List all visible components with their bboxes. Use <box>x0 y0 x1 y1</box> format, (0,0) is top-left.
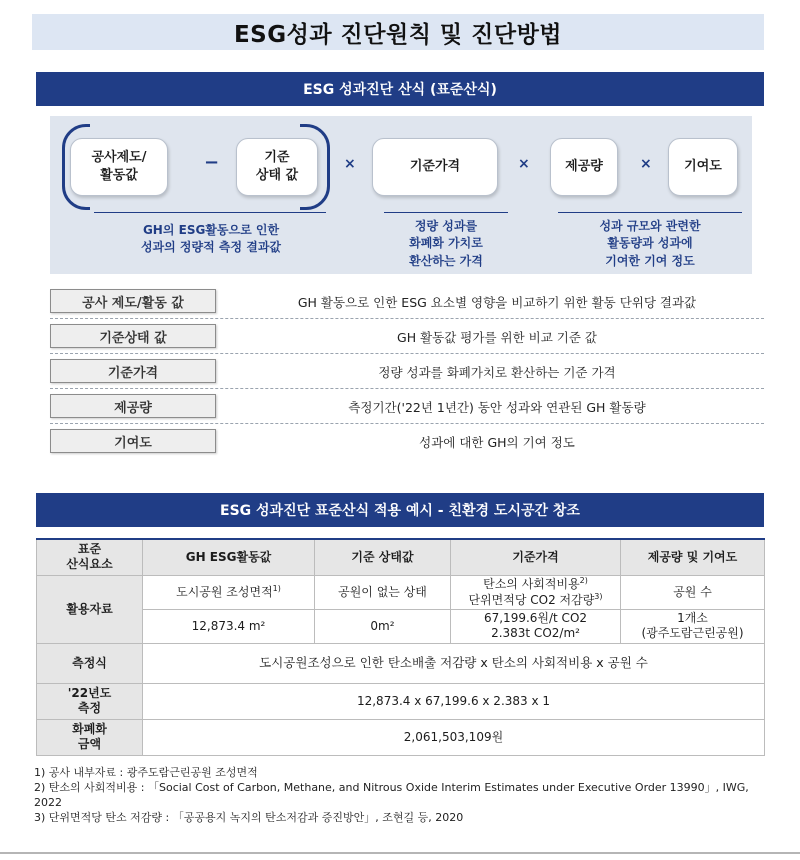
table-row <box>37 609 765 643</box>
table-cell: 도시공원 조성면적$^{1)}$ <box>143 575 315 609</box>
row-header: 측정식 <box>37 643 143 683</box>
example-table <box>36 538 765 756</box>
term-row <box>50 389 764 424</box>
contribution-box <box>668 138 738 196</box>
term-description: GH 활동으로 인한 ESG 요소별 영향을 비교하기 위한 활동 단위당 결과값 <box>297 295 697 310</box>
activity-description: GH의 ESG활동으로 인한 성과의 정량적 측정 결과값 <box>140 223 282 255</box>
term-label: 기여도 <box>50 429 216 453</box>
table-row <box>37 575 765 609</box>
term-label: 공사 제도/활동 값 <box>50 289 216 313</box>
table-header-row <box>37 539 765 575</box>
row-header: 활용자료 <box>37 575 143 643</box>
term-row <box>50 284 764 319</box>
table-cell: 67,199.6원/t CO2 2.383t CO2/m² <box>451 609 621 643</box>
example-section-header: ESG 성과진단 표준산식 적용 예시 - 친환경 도시공간 창조 <box>36 493 764 527</box>
base-price-box <box>372 138 498 196</box>
times-operator: × <box>344 156 356 172</box>
table-cell: 공원 수 <box>621 575 765 609</box>
baseline-value-box <box>236 138 318 196</box>
table-header: 기준 상태값 <box>315 539 451 575</box>
activity-value-box <box>70 138 168 196</box>
times-operator: × <box>640 156 652 172</box>
term-label: 제공량 <box>50 394 216 418</box>
supply-description: 성과 규모와 관련한 활동량과 성과에 기여한 기여 정도 <box>599 219 701 268</box>
table-header: 표준 산식요소 <box>37 539 143 575</box>
price-description: 정량 성과를 화폐화 가치로 환산하는 가격 <box>409 219 483 268</box>
row-header: '22년도 측정 <box>37 683 143 719</box>
table-cell: 도시공원조성으로 인한 탄소배출 저감량 x 탄소의 사회적비용 x 공원 수 <box>143 643 765 683</box>
table-cell: 공원이 없는 상태 <box>315 575 451 609</box>
divider-line <box>558 212 742 213</box>
table-header: 기준가격 <box>451 539 621 575</box>
divider-line <box>384 212 508 213</box>
base-price-label: 기준가격 <box>409 158 461 174</box>
times-operator: × <box>518 156 530 172</box>
table-row <box>37 719 765 755</box>
term-row <box>50 319 764 354</box>
table-cell: 2,061,503,109원 <box>143 719 765 755</box>
table-row <box>37 683 765 719</box>
supply-label: 제공량 <box>565 158 603 174</box>
table-row <box>37 643 765 683</box>
contribution-label: 기여도 <box>684 158 722 174</box>
term-row <box>50 354 764 389</box>
supply-box <box>550 138 618 196</box>
table-cell: 탄소의 사회적비용$^{2)}$ 단위면적당 CO2 저감량$^{3)}$ <box>451 575 621 609</box>
formula-section-header: ESG 성과진단 산식 (표준산식) <box>36 72 764 106</box>
table-cell: 12,873.4 x 67,199.6 x 2.383 x 1 <box>143 683 765 719</box>
term-description: 측정기간('22년 1년간) 동안 성과와 연관된 GH 활동량 <box>348 400 646 415</box>
term-label: 기준가격 <box>50 359 216 383</box>
bottom-rule <box>0 852 800 854</box>
term-description: GH 활동값 평가를 위한 비교 기준 값 <box>397 330 597 345</box>
footnote: 2) 탄소의 사회적비용 : 「Social Cost of Carbon, Methane, and Nitrous Oxide Interim Estimates under Executive Order 13990」, IWG, 2022 <box>34 780 749 809</box>
activity-value-label: 공사제도/ 활동값 <box>91 149 147 183</box>
minus-operator: − <box>204 152 220 173</box>
table-cell: 12,873.4 m² <box>143 609 315 643</box>
page-title: ESG성과 진단원칙 및 진단방법 <box>233 21 563 48</box>
footnotes <box>34 766 774 825</box>
baseline-value-label: 기준 상태 값 <box>255 149 299 183</box>
term-description: 성과에 대한 GH의 기여 정도 <box>419 435 575 450</box>
term-description: 정량 성과를 화폐가치로 환산하는 기준 가격 <box>378 365 616 380</box>
term-row <box>50 424 764 459</box>
footnote: 3) 단위면적당 탄소 저감량 : 「공공용지 녹지의 탄소저감과 증진방안」, 조현길 등, 2020 <box>34 810 464 824</box>
table-header: GH ESG활동값 <box>143 539 315 575</box>
row-header: 화폐화 금액 <box>37 719 143 755</box>
footnote: 1) 공사 내부자료 : 광주도람근린공원 조성면적 <box>34 766 258 779</box>
table-header: 제공량 및 기여도 <box>621 539 765 575</box>
formula-diagram <box>50 116 752 274</box>
term-label: 기준상태 값 <box>50 324 216 348</box>
table-cell: 1개소 (광주도람근린공원) <box>621 609 765 643</box>
table-cell: 0m² <box>315 609 451 643</box>
divider-line <box>94 212 326 213</box>
page-title-bar <box>32 14 764 50</box>
